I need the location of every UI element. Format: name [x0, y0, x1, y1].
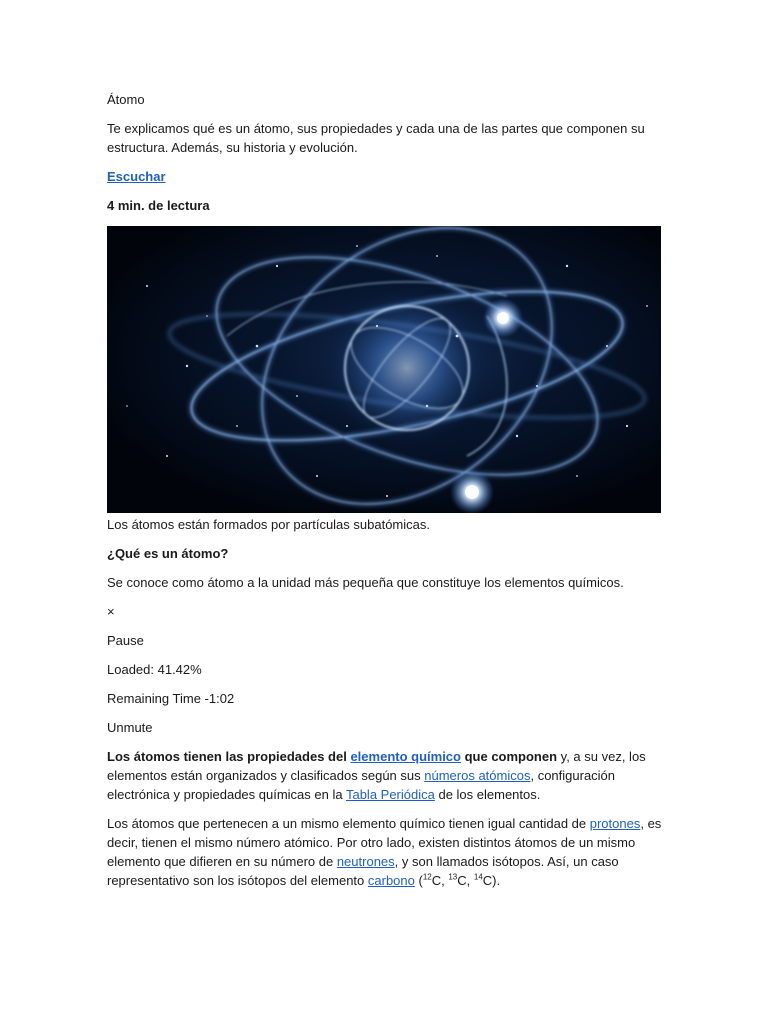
body-text: de los elementos. [434, 787, 541, 802]
body-text: , es decir, tienen el mismo número atómico. Por otro lado, existen distintos átomos de un mismo elemento que difieren en su número de [107, 816, 662, 869]
remaining-time: Remaining Time -1:02 [107, 691, 235, 706]
link-elemento-quimico[interactable]: elemento químico [350, 749, 461, 764]
isotopes-paragraph [107, 814, 663, 890]
body-text: C, [457, 873, 474, 888]
close-button[interactable]: × [107, 604, 115, 619]
audio-player [107, 602, 663, 737]
body-text: Los átomos que pertenecen a un mismo elemento químico tienen igual cantidad de [107, 816, 590, 831]
image-caption: Los átomos están formados por partículas subatómicas. [107, 517, 430, 532]
isotope-superscript: 12 [422, 872, 432, 882]
pause-button[interactable]: Pause [107, 633, 144, 648]
atom-illustration [107, 226, 661, 513]
isotope-superscript: 14 [473, 872, 483, 882]
definition-text: Se conoce como átomo a la unidad más pequeña que constituye los elementos químicos. [107, 575, 624, 590]
loaded-progress: Loaded: 41.42% [107, 662, 202, 677]
body-text: , configuración electrónica y propiedades químicas en la [107, 768, 616, 802]
body-text: y, a su vez, los elementos están organizados y clasificados según sus [107, 749, 646, 783]
link-numeros-atomicos[interactable]: números atómicos [424, 768, 531, 783]
properties-paragraph [107, 747, 663, 804]
body-text: C). [482, 873, 501, 888]
article-intro: Te explicamos qué es un átomo, sus propiedades y cada una de las partes que componen su estructura. Además, su historia y evolución. [107, 121, 645, 155]
reading-time: 4 min. de lectura [107, 198, 210, 213]
section-heading: ¿Qué es un átomo? [107, 546, 229, 561]
unmute-button[interactable]: Unmute [107, 720, 153, 735]
body-text: C, [431, 873, 449, 888]
link-neutrones[interactable]: neutrones [336, 854, 395, 869]
link-tabla-periodica[interactable]: Tabla Periódica [345, 787, 435, 802]
link-protones[interactable]: protones [589, 816, 641, 831]
link-carbono[interactable]: carbono [367, 873, 415, 888]
bold-text: que componen [460, 749, 558, 764]
isotope-superscript: 13 [448, 872, 458, 882]
bold-text: Los átomos tienen las propiedades del [107, 749, 351, 764]
listen-link[interactable]: Escuchar [107, 169, 166, 184]
article-title: Átomo [107, 92, 145, 107]
document-page [107, 90, 663, 890]
atom-image [107, 226, 661, 513]
body-text: , y son llamados isótopos. Así, un caso representativo son los isótopos del elemento [107, 854, 619, 888]
body-text: ( [414, 873, 423, 888]
listen-paragraph [107, 167, 663, 186]
